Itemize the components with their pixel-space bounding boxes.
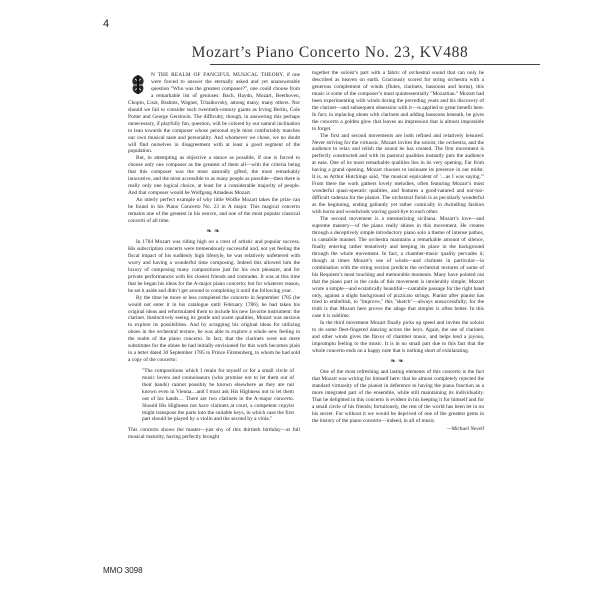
body-paragraph: In 1784 Mozart was riding high on a crest of artistic and popular success. His subscription concerts were tremendously successful and, not yet feeling the fiscal impact of his suddenly high lifestyle, he was relatively unfettered with worry and having a wonderful time composing. Indeed this allowed him the luxury of composing many compositions just for his own pleasure, and for private performances with his closest friends and comrades. It was at this time that he began his ideas for the A-major piano concerto; but for whatever reason, he set it aside and didn’t get around to completing it until the following year. [128, 238, 300, 294]
section-fleuron: ❧❧ [206, 226, 222, 235]
right-column [312, 70, 484, 433]
body-paragraph: One of the most refreshing and lasting elements of this concerto is the fact that Mozart was writing for himself here: that he almost completely rejected the standard virtuosity of the pianist in deference to having the piano function as a more integrated part of the ensemble, while still maintaining its individuality. That he delighted in this concerto is evident in his keeping it for himself and for a small circle of his friends; fortuitously, the rest of the world has been let in on his secret. For without it we would be deprived of one of the greatest gems in the history of the piano concerto—indeed, in all of music. [312, 369, 484, 424]
body-paragraph: The second movement is a mesmerizing siciliana. Mozart’s love—and supreme mastery—of the piano really shines in this movement. He creates through a deceptively simple introductory piano solo a theme of intense pathos, in cantabile manner. The orchestra maintains a remarkable amount of silence, finally entering rather tentatively and keeping its place in the background through the whole movement. In fact, a chamber-music quality pervades it; though at times Mozart’s use of winds—and clarinets in particular—in combination with the string section predicts the orchestral textures of some of his Requiem’s most touching and memorable moments. Many have pointed out that the piano part in the coda of this movement is intolerably simple; Mozart wrote a simple—and ecstatically beautiful—cantabile passage for the right hand only, against a slight background of pizzicato strings. Pianist after pianist has tried to embellish, to "improve," this "sketch"—always unsuccessfully; for the truth is that Mozart here proves the adage that simpler is often better. In this case it is sublime. [312, 216, 484, 320]
page-number: 4 [103, 18, 110, 30]
body-paragraph: In the third movement Mozart finally picks up speed and invites the soloist to do some fleet-fingered dancing across the keys. Again, the use of clarinets and other winds gives the flavor of chamber music, and helps lend a joyous, impromptu feeling to the music. It is in no small part due to this fact that the whole concerto ends on a happy note that is nothing short of exhilarating. [312, 320, 484, 355]
section-fleuron: ❧❧ [390, 357, 406, 366]
catalog-number: MMO 3098 [103, 566, 143, 575]
body-paragraph: This concerto shows the master—just shy of this thirtieth birthday—at full musical maturity, having perfectly brought [128, 427, 300, 441]
body-paragraph: The first and second movements are both refined and relatively leisured. Never striving for the virtuosic, Mozart invites the soloist, the orchestra, and the audience to relax and relish the sound he has created. The first movement is perfectly constructed and with its pastoral qualities instantly puts the audience at ease. One of its most remarkable qualities lies in its very opening. Far from having a grand opening, Mozart chooses to insinuate its presence in our midst. It is, as Arthur Hutchings said, "the musical equivalent of '…as I was saying.'" From there the work gathers lovely melodies, often featuring Mozart’s most wonderful quasi-operatic qualities, and features a good-natured and not-too-difficult cadenza for the pianist. The orchestral finish is as peculiarly wonderful as the beginning, ending gallantly yet rather comically in dwindling fashion with horns and woodwinds waving good-bye to each other. [312, 132, 484, 216]
intro-paragraph-text: if one were forced to answer the eternally asked and yet unanswerable question "Who was the greatest composer?", one could choose from a remarkable list of geniuses: Bach, Haydn, Mozart, Beethoven, Chopin, Liszt, Brahms, Wagner, Tchaikovsky, among many, many others. Nor should we fail to consider such twentieth-century giants as Irving Berlin, Cole Porter and George Gershwin. The difficulty, though, in answering this perhaps unnecessary, if playfully fun, question, will be colored by our natural inclination to lean towards the composer whose personal style most comfortably matches our own musical taste and personality. And whomever we chose, we no doubt will find ourselves in disagreement with at least a good segment of the population. [128, 72, 301, 155]
title-rule [210, 64, 540, 65]
body-paragraph: An utterly perfect example of why little Wolfie Mozart takes the prize can be found in his Piano Concerto No. 23 in A major. This magical concerto remains one of the greatest in his oeuvre, and one of the most popular classical concerti of all time. [128, 197, 300, 225]
drop-cap-i-ornament [128, 73, 148, 96]
author-signature: —Michael Nevell [446, 425, 484, 432]
body-paragraph: together the soloist’s part with a fabric of orchestral sound that can only be described as heaven on earth. Graciously scored for string orchestra with a generous complement of winds (flutes, clarinets, bassoons and horns), this music is some of the composer’s most quintessentially "Mozartian." Mozart had been experimenting with winds during the preceding years and his discovery of the clarinet—and subsequent obsession with it—is applied to great benefit here. In fact, in replacing oboes with clarinets and adding bassoons beneath, he gives the concerto a golden glow that leaves an impression that is almost impossible to forget. [312, 70, 484, 132]
intro-paragraph [128, 72, 300, 155]
page-title: Mozart’s Piano Concerto No. 23, KV488 [191, 44, 469, 61]
body-paragraph: But, in attempting as objective a stance as possible, if one is forced to choose only one composer as the greatest of them all—with the criteria being that this composer was the most naturally gifted, the most remarkably innovative, and the most accessible to as many people as possible—then there is really only one logical choice, at least for a considerable majority of people. And that composer would be Wolfgang Amadeus Mozart. [128, 155, 300, 197]
letter-quote: "The compositions which I retain for myself or for a small circle of music lovers and connoisseurs (who promise not to let them out of their hands) cannot possibly be known elsewhere as they are not known even in Vienna…and I must ask His Highness not to let them out of his hands… There are two clarinets in the A-major concerto. Should His Highness not have clarinets at court, a competent copyist might transpose the parts into the suitable keys, in which case the first part should be played by a violin and the second by a viola." [142, 368, 294, 423]
lead-in-text: N THE REALM OF FANCIFUL MUSICAL THEORY, [151, 72, 285, 78]
left-column [128, 72, 300, 441]
body-paragraph: By the time he more or less completed the concerto in September 1785 (he would not enter it in his catalogue until February 1786), he had taken his original ideas and reformulated them to include his new favorite instrument: the clarinet. Instinctively seeing its gentle and warm qualities, Mozart was anxious to explore its possibilities. And by scrapping his original ideas for utilizing oboes in the orchestral texture, he was able to explore a whole new feeling in the realm of the piano concerto. In fact, that the clarinets were not mere substitutes for the oboes he had initially envisioned for this work becomes plain in a letter dated 30 September 1785 to Prince Fürstenberg, to whom he had sold a copy of the concerto: [128, 294, 300, 364]
